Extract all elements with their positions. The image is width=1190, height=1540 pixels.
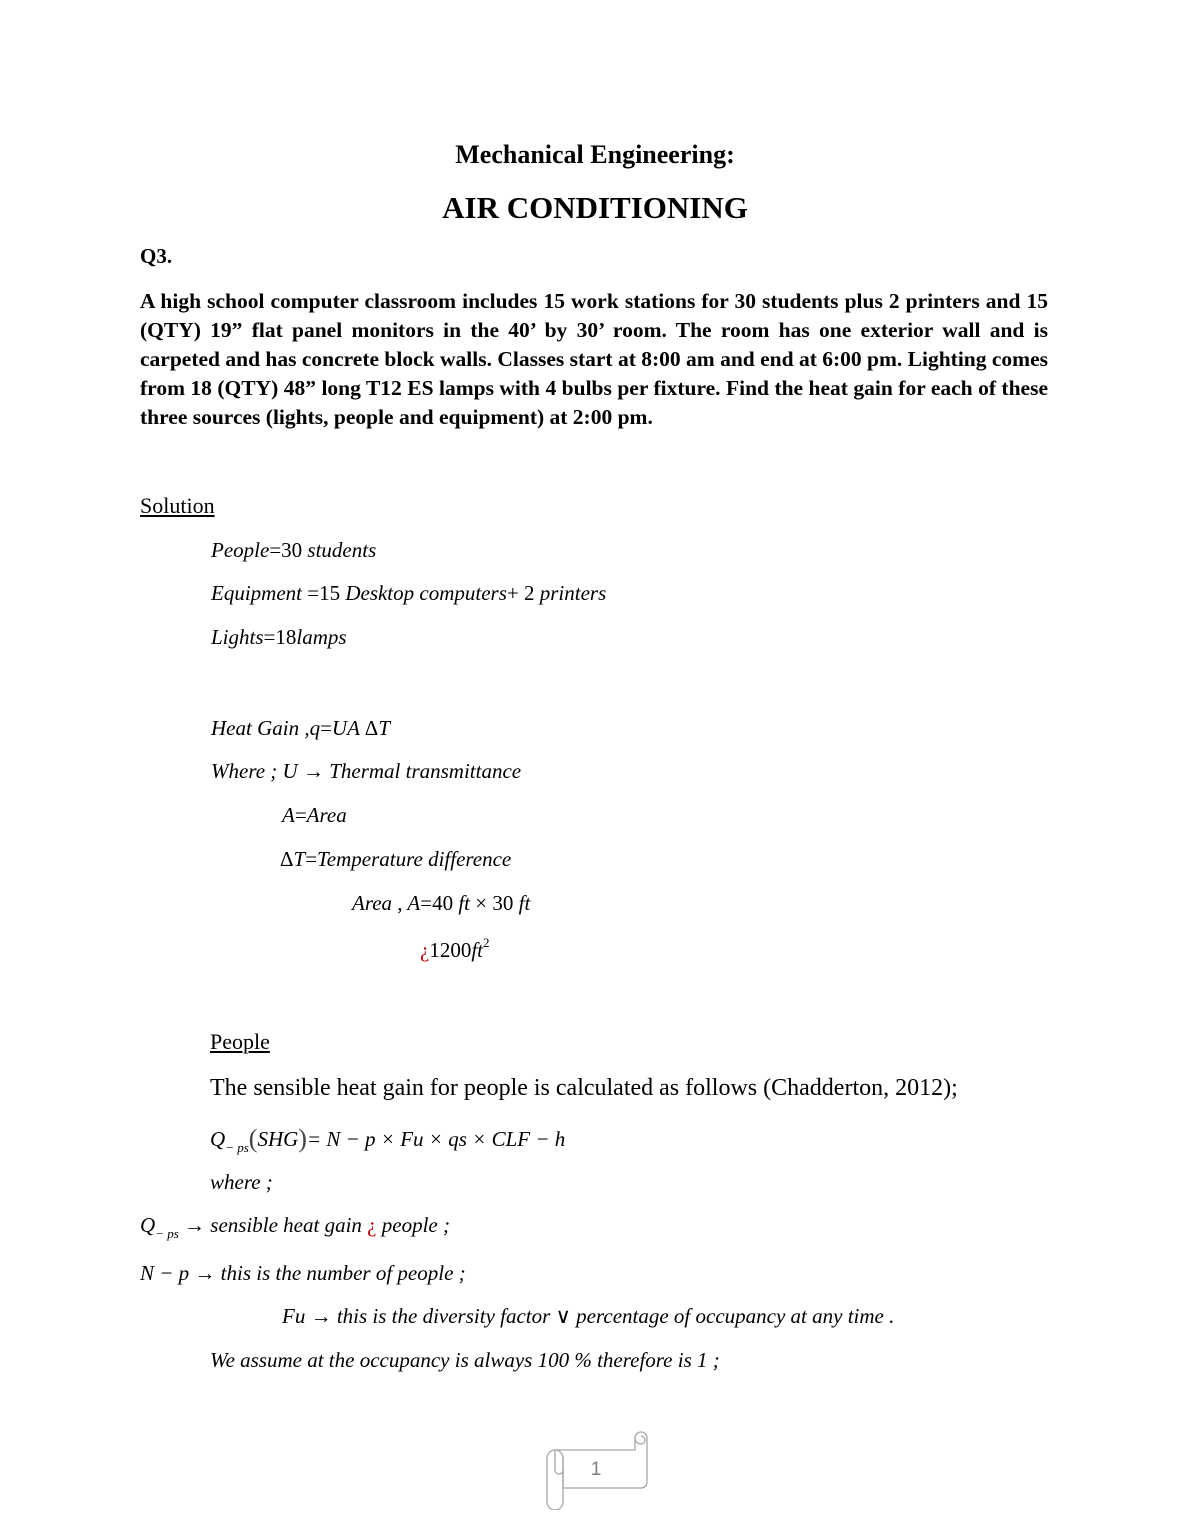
equation-area-calc <box>352 891 530 916</box>
lights-equals: = <box>263 625 276 649</box>
equipment-equals: = <box>307 581 320 605</box>
page-number-scroll <box>543 1430 649 1510</box>
a-description: Area <box>306 803 347 827</box>
document-subject: Mechanical Engineering: <box>455 140 735 169</box>
equation-lights <box>211 625 347 650</box>
heat-gain-equals: = <box>320 716 332 740</box>
qps-subscript: − ps <box>155 1226 179 1241</box>
area-label: Area , <box>352 891 403 915</box>
question-text: A high school computer classroom includes 15 work stations for 30 students plus 2 printers and 15 (QTY) 19” flat panel monitors in the 40’ by 30’ room. The room has one exterior wall and is carpeted and has concrete block walls. Classes start at 8:00 am and end at 6:00 pm. Lighting comes from 18 (QTY) 48” long T12 ES lamps with 4 bulbs per fixture. Find the heat gain for each of these three sources (lights, people and equipment) at 2:00 pm. <box>140 289 1048 429</box>
heat-gain-q: q <box>309 716 321 740</box>
shg-q: Q <box>210 1127 226 1151</box>
equation-equipment <box>211 581 606 606</box>
arrow-icon: → <box>302 759 324 783</box>
lights-value: 18 <box>275 625 297 649</box>
people-label: People <box>211 538 270 562</box>
equipment-computers: Desktop computers <box>345 581 507 605</box>
area-width: 30 <box>492 891 514 915</box>
definition-fu: Fu → this is the diversity factor ∨ percentage of occupancy at any time . <box>282 1304 895 1328</box>
equation-people <box>211 538 376 563</box>
people-unit: students <box>307 538 377 562</box>
where-text: where ; <box>210 1170 273 1194</box>
definition-u <box>211 759 521 784</box>
people-intro: The sensible heat gain for people is calculated as follows (Chadderton, 2012); <box>210 1075 958 1101</box>
definition-qps <box>140 1213 450 1241</box>
where-label: Where ; <box>211 759 278 783</box>
equation-shg <box>210 1123 565 1153</box>
delta-symbol: Δ <box>280 847 294 871</box>
u-description: Thermal transmittance <box>329 759 522 783</box>
a-equals: = <box>294 803 307 827</box>
people-value: 30 <box>281 538 303 562</box>
area-length: 40 <box>432 891 454 915</box>
dt-description: Temperature difference <box>317 847 512 871</box>
placeholder-glyph: ¿ <box>420 938 430 962</box>
area-result-exponent: 2 <box>483 935 490 950</box>
area-equals: = <box>420 891 433 915</box>
area-unit-2: ft <box>518 891 531 915</box>
shg-subscript: − ps <box>225 1140 249 1155</box>
dt-equals: = <box>305 847 318 871</box>
document-title: AIR CONDITIONING <box>442 190 748 225</box>
page-number: 1 <box>590 1459 602 1480</box>
equation-area-result <box>420 935 490 963</box>
u-symbol: U <box>282 759 298 783</box>
definition-delta-t <box>280 847 511 872</box>
occupancy-assumption: We assume at the occupancy is always 100 % therefore is 1 ; <box>210 1348 720 1372</box>
people-equals: = <box>269 538 282 562</box>
equipment-printers: printers <box>539 581 607 605</box>
t-symbol: T <box>293 847 306 871</box>
qps-arrow-icon: → <box>184 1213 206 1237</box>
qps-text-2: people ; <box>381 1213 450 1237</box>
area-unit-1: ft <box>458 891 471 915</box>
equipment-count-computers: 15 <box>319 581 341 605</box>
shg-label: SHG <box>257 1127 299 1151</box>
heat-gain-label: Heat Gain , <box>211 716 310 740</box>
heat-gain-ua: UA <box>331 716 360 740</box>
equipment-count-printers: 2 <box>523 581 535 605</box>
definition-np: N − p → this is the number of people ; <box>140 1261 466 1285</box>
people-heading: People <box>210 1029 270 1054</box>
solution-heading: Solution <box>140 493 215 518</box>
equation-heat-gain <box>211 716 390 741</box>
area-result-unit: ft <box>471 938 483 962</box>
area-result-value: 1200 <box>429 938 472 962</box>
question-label: Q3. <box>140 244 173 268</box>
definition-area <box>282 803 347 828</box>
qps-q: Q <box>140 1213 156 1237</box>
times-symbol: × <box>475 891 488 915</box>
area-symbol: A <box>407 891 421 915</box>
shg-right-paren: ) <box>298 1124 307 1153</box>
lights-unit: lamps <box>296 625 347 649</box>
shg-rhs: = N − p × Fu × qs × CLF − h <box>306 1127 566 1151</box>
qps-placeholder-glyph: ¿ <box>367 1213 377 1237</box>
lights-label: Lights <box>211 625 264 649</box>
equipment-plus: + <box>506 581 519 605</box>
heat-gain-delta: Δ <box>364 716 379 740</box>
equipment-label: Equipment <box>211 581 302 605</box>
shg-left-paren: ( <box>248 1124 258 1153</box>
qps-text-1: sensible heat gain <box>210 1213 362 1237</box>
heat-gain-t: T <box>378 716 390 740</box>
a-symbol: A <box>282 803 295 827</box>
